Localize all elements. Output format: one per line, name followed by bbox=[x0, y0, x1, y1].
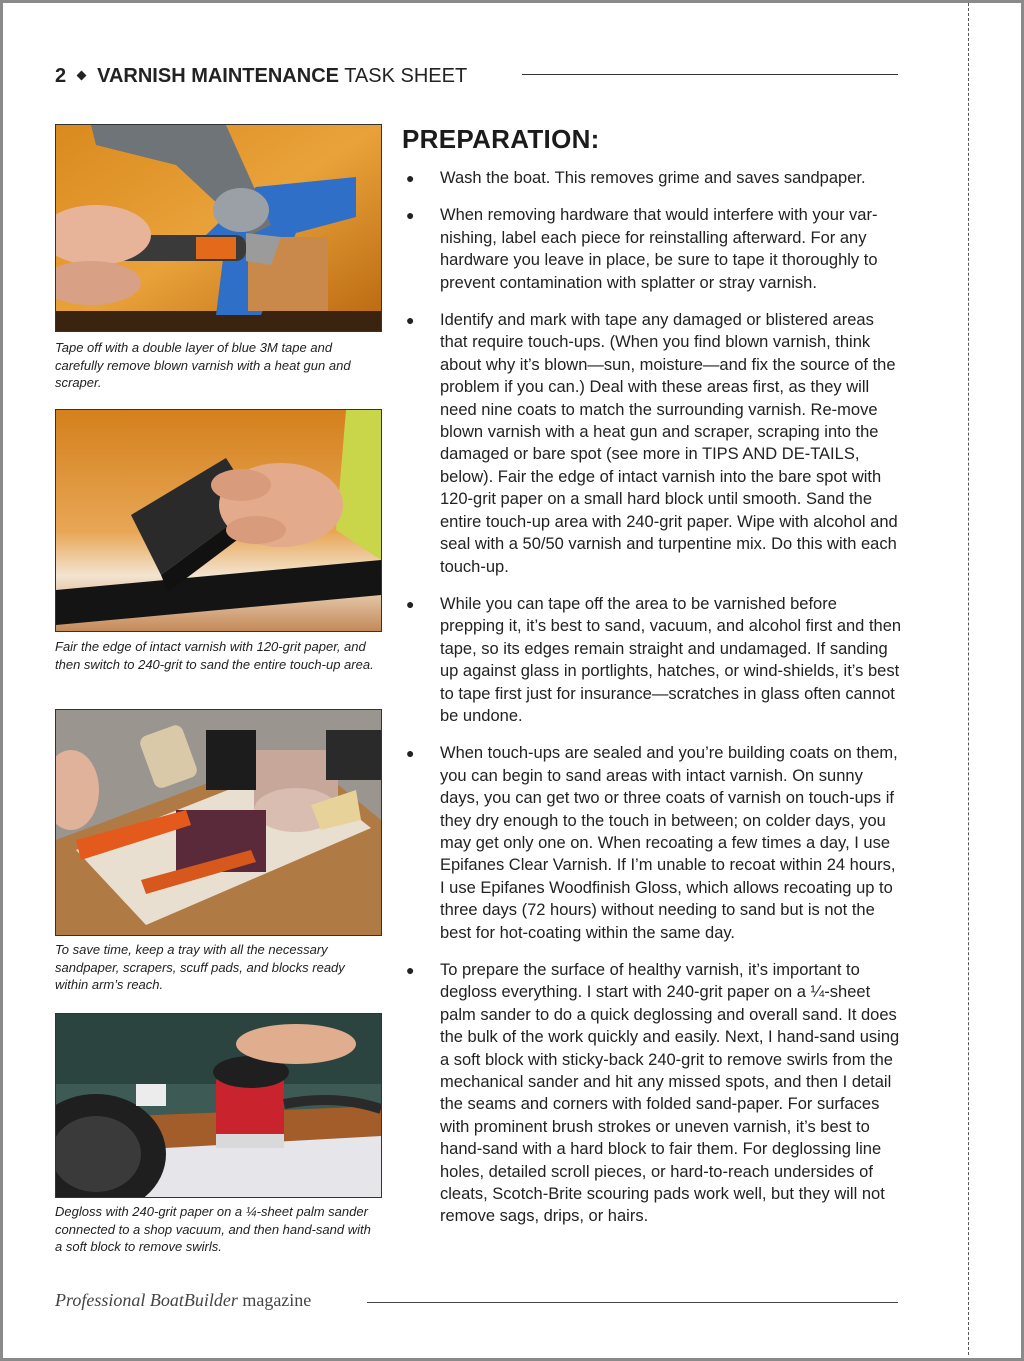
photo-caption: Fair the edge of intact varnish with 120-grit paper, and then switch to 240-grit to sand the entire touch-up area. bbox=[55, 639, 374, 672]
photo-caption: Degloss with 240-grit paper on a ¼-sheet palm sander connected to a shop vacuum, and then hand-sand with a soft block to remove swirls. bbox=[55, 1204, 371, 1254]
header-subtitle: TASK SHEET bbox=[344, 65, 468, 87]
supply-tray-photo bbox=[55, 709, 382, 936]
bullet-icon: ● bbox=[406, 962, 415, 978]
bullet-icon: ● bbox=[406, 745, 415, 762]
heat-gun-scraper-photo bbox=[55, 124, 382, 332]
header-title: VARNISH MAINTENANCE bbox=[97, 65, 339, 87]
bullet-icon: ● bbox=[406, 170, 415, 186]
publication-suffix: magazine bbox=[242, 1290, 312, 1310]
list-item bbox=[403, 593, 903, 727]
diamond-bullet-icon bbox=[77, 70, 87, 80]
list-item bbox=[403, 204, 903, 294]
list-item bbox=[403, 959, 903, 1228]
page-edge-strip bbox=[968, 3, 1019, 1355]
bullet-icon: ● bbox=[406, 312, 415, 329]
footer-publication bbox=[55, 1290, 311, 1311]
list-item bbox=[403, 742, 903, 944]
header-rule bbox=[522, 74, 898, 75]
preparation-list bbox=[403, 167, 903, 1243]
list-item-text: When touch-ups are sealed and you’re building coats on them, you can begin to sand areas with intact varnish. On sunny days, you can get two or three coats of varnish on touch-ups if they dry enough to the touch in between; on colder days, you may get only one on. When recoating a few times a day, I use Epifanes Clear Varnish. If I’m unable to recoat within 24 hours, I use Epifanes Woodfinish Gloss, which allows recoating up to three days (72 hours) without needing to sand but is not the best for hot-coating within the same day. bbox=[440, 744, 898, 942]
section-heading: PREPARATION: bbox=[402, 124, 600, 154]
bullet-icon: ● bbox=[406, 207, 415, 224]
sanding-block-photo bbox=[55, 409, 382, 632]
photo-caption: To save time, keep a tray with all the necessary sandpaper, scrapers, scuff pads, and blocks ready within arm’s reach. bbox=[55, 942, 345, 992]
photo-caption: Tape off with a double layer of blue 3M tape and carefully remove blown varnish with a heat gun and scraper. bbox=[55, 340, 351, 390]
palm-sander-photo bbox=[55, 1013, 382, 1198]
list-item-text: To prepare the surface of healthy varnish, it’s important to degloss everything. I start with 240-grit paper on a ¼-sheet palm sander to do a quick deglossing and overall sand. It does the bulk of the work quickly and easily. Next, I hand-sand using a soft block with sticky-back 240-grit to remove swirls from the mechanical sander and hit any missed spots, and then I detail the seams and corners with folded sand-paper. For surfaces with prominent brush strokes or uneven varnish, it’s best to hand-sand with a hard block to fair them. For deglossing line holes, detailed scroll pieces, or hard-to-reach undersides of cleats, Scotch-Brite scouring pads work well, but they will not remove sags, drips, or hairs. bbox=[440, 961, 900, 1226]
list-item-text: Wash the boat. This removes grime and saves sandpaper. bbox=[440, 169, 866, 187]
publication-name: Professional BoatBuilder bbox=[55, 1290, 238, 1310]
list-item-text: Identify and mark with tape any damaged or blistered areas that require touch-ups. (When you find blown varnish, think about why it’s blown—sun, moisture—and fix the source of the problem if you can.) Deal with these areas first, as they will need nine coats to match the surrounding varnish. Re-move blown varnish with a heat gun and scraper, scraping into the damaged or bare spot (see more in TIPS AND DE-TAILS, below). Fair the edge of intact varnish into the bare spot with 120-grit paper on a small hard block until smooth. Sand the entire touch-up area with 240-grit paper. Wipe with alcohol and seal with a 50/50 varnish and turpentine mix. Do this with each touch-up. bbox=[440, 311, 898, 576]
list-item bbox=[403, 309, 903, 578]
footer-rule bbox=[367, 1302, 898, 1303]
list-item-text: When removing hardware that would interfere with your var-nishing, label each piece for reinstalling afterward. For any hardware you leave in place, be sure to tape it thoroughly to prevent contamination with splatter or stray varnish. bbox=[440, 206, 878, 292]
running-header bbox=[55, 64, 467, 88]
list-item bbox=[403, 167, 903, 189]
bullet-icon: ● bbox=[406, 595, 415, 612]
list-item-text: While you can tape off the area to be varnished before prepping it, it’s best to sand, vacuum, and alcohol first and then tape, so its edges remain straight and undamaged. If sanding up against glass in portlights, hatches, or wind-shields, it’s best to tape first just for insurance—scratches in glass often cannot be undone. bbox=[440, 594, 902, 725]
page-number: 2 bbox=[55, 65, 67, 87]
